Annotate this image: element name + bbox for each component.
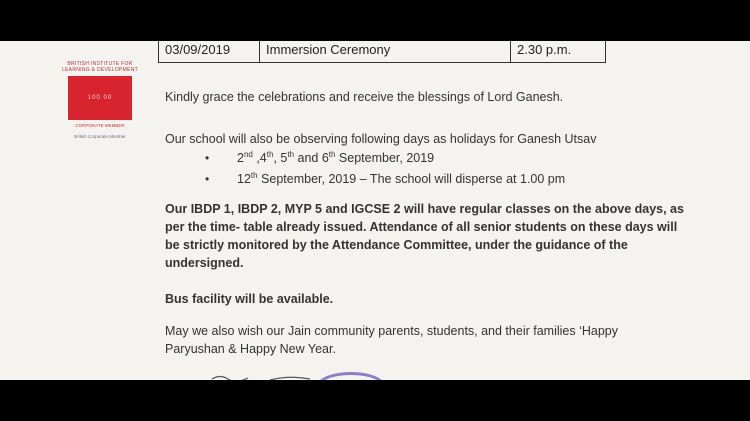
paragraph-regular-classes: Our IBDP 1, IBDP 2, MYP 5 and IGCSE 2 will have regular classes on the above days, as per the time- table already issued. Attendance of all senior students on these days will be strictly monitored by the Attendance Committee, under the guidance of the undersigned.	[165, 202, 684, 270]
paragraph-holidays: Our school will also be observing following days as holidays for Ganesh Utsav	[165, 132, 597, 146]
logo-caption: CORPORATE MEMBER	[75, 123, 125, 128]
list-item	[205, 150, 565, 165]
paragraph-blessings: Kindly grace the celebrations and receive the blessings of Lord Ganesh.	[165, 90, 564, 104]
logo-topline: BRITISH INSTITUTE FOR LEARNING & DEVELOPMENT	[61, 61, 139, 73]
logo-inner-text: 100 00	[87, 95, 113, 101]
official-stamp	[316, 372, 386, 380]
list-item-text: 2nd ,4th, 5th and 6th September, 2019	[237, 150, 435, 166]
paragraph-bus-facility: Bus facility will be available.	[165, 292, 334, 306]
document-page	[0, 41, 750, 380]
top-black-bar	[0, 0, 750, 41]
bullet-icon: •	[205, 151, 210, 166]
table-cell-event: Immersion Ceremony	[260, 41, 511, 62]
signature-stroke	[210, 373, 320, 380]
list-item	[205, 171, 565, 186]
logo-red-box	[68, 76, 132, 120]
bottom-black-bar	[0, 380, 750, 421]
schedule-table-row	[158, 41, 606, 63]
holiday-list	[205, 150, 565, 192]
logo-member-text: British Corporate Member	[74, 134, 126, 139]
list-item-text: 12th September, 2019 – The school will disperse at 1.00 pm	[237, 171, 566, 187]
table-cell-time: 2.30 p.m.	[517, 42, 572, 57]
bullet-icon: •	[205, 172, 210, 187]
corporate-member-logo	[60, 61, 140, 139]
paragraph-greetings: May we also wish our Jain community parents, students, and their families ‘Happy Paryushan & Happy New Year.	[165, 324, 618, 356]
table-cell-date: 03/09/2019	[159, 41, 260, 62]
